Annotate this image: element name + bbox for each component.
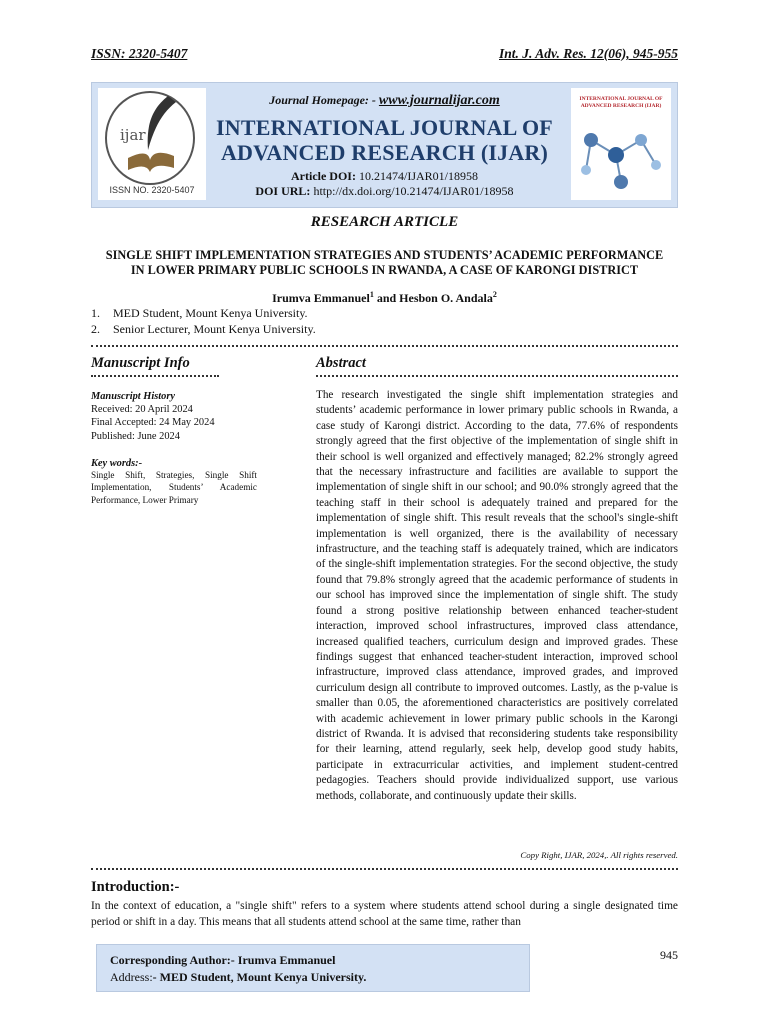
author-1-sup: 1 — [369, 290, 374, 299]
journal-title-line2: ADVANCED RESEARCH (IJAR) — [220, 140, 549, 165]
journal-title-line1: INTERNATIONAL JOURNAL OF — [216, 115, 553, 140]
homepage-link[interactable]: www.journalijar.com — [378, 93, 500, 108]
received-date: Received: 20 April 2024 — [91, 404, 193, 416]
affiliation-2: 2. Senior Lecturer, Mount Kenya University. — [91, 321, 316, 336]
journal-banner — [91, 82, 678, 208]
author-2-sup: 2 — [492, 290, 497, 299]
abstract-text: The research investigated the single shift implementation strategies and students’ academic performance in lower primary public schools in Rwanda, a case study of Karongi district. According to the data, 77.6% of respondents strongly agreed that the first objective of the implementation of single shift in their school is well organized and effectively managed; 82.2% strongly agreed that the necessary infrastructure and facilities are available to support the implementation of single shift in our school; and 90.0% strongly agreed that the teaching staff in their school is adequately trained and prepared for the implementation of single shift. This result reveals that the school's single-shift implementation is well organized, there is the availability of necessary infrastructure, and the teaching staff is adequately trained, which are indicators of the single-shift implementation strategies. For the second objective, the study found that 79.8% strongly agreed that the academic performance of students in our school has improved since the implementation of single shift. The study found a strong positive relationship between enhanced teacher-student interaction, improved school infrastructures, improved class attendance, increased qualified teachers, curriculum design and improved grades. These findings suggest that enhanced teacher-student interaction, improved school infrastructure, improved class attendance, improved grades, and improved curriculum design all contribute to improved outcomes. Lastly, as the p-value is smaller than 0.05, the aforementioned characteristics are positively correlated with academic achievement in lower primary public schools in the Karongi district of Rwanda. It is advised that reconsidering students take responsibility for their learning, attend regularly, seek help, develop good study habits, participate in extracurricular activities, and implement student-centred pedagogies. Teachers should provide individualized support, use various methods, collaborate, and continuously update their skills. — [316, 389, 678, 802]
introduction-heading: Introduction:- — [91, 879, 180, 895]
affiliations — [91, 306, 316, 337]
molecule-icon — [571, 110, 671, 200]
doi-url-link[interactable]: http://dx.doi.org/10.21474/IJAR01/18958 — [313, 184, 514, 198]
affiliation-1: 1. MED Student, Mount Kenya University. — [91, 306, 308, 320]
author-1: Irumva Emmanuel — [272, 291, 370, 305]
logo-text: ijar — [120, 126, 146, 144]
keywords: Single Shift, Strategies, Single Shift Implementation, Students’ Academic Performance, Lower Primary — [91, 470, 257, 505]
address-value: - MED Student, Mount Kenya University. — [152, 970, 367, 984]
doi-label: Article DOI: — [291, 169, 356, 183]
author-and: and Hesbon O. Andala — [376, 291, 493, 305]
keywords-heading: Key words:- — [91, 458, 143, 469]
doi-value: 10.21474/IJAR01/18958 — [358, 169, 478, 183]
manuscript-info-heading: Manuscript Info — [91, 355, 190, 371]
citation-header: Int. J. Adv. Res. 12(06), 945-955 — [499, 46, 678, 61]
divider-bottom — [91, 868, 678, 870]
page-number: 945 — [660, 948, 678, 962]
authors — [91, 290, 678, 306]
cover-title-line2: ADVANCED RESEARCH (IJAR) — [580, 103, 662, 109]
ijar-logo — [98, 88, 206, 200]
accepted-date: Final Accepted: 24 May 2024 — [91, 417, 215, 429]
divider-top — [91, 345, 678, 347]
copyright: Copy Right, IJAR, 2024,. All rights reserved. — [520, 850, 678, 860]
article-type: RESEARCH ARTICLE — [310, 214, 459, 230]
abstract-heading: Abstract — [316, 355, 366, 371]
corresponding-author: Corresponding Author:- Irumva Emmanuel — [110, 953, 336, 967]
homepage-label: Journal Homepage: - — [269, 93, 376, 107]
manuscript-divider — [91, 375, 219, 377]
journal-cover — [571, 88, 671, 200]
doi-url-label: DOI URL: — [255, 184, 311, 198]
article-title-line2: IN LOWER PRIMARY PUBLIC SCHOOLS IN RWANDA, A CASE OF KARONGI DISTRICT — [130, 263, 639, 277]
corresponding-author-box — [96, 944, 530, 992]
introduction-text: In the context of education, a "single shift" refers to a system where students attend school during a single designated time period or shift in a day. This means that all students attend school at the same time, rather than — [91, 900, 678, 928]
cover-title-line1: INTERNATIONAL JOURNAL OF — [579, 96, 663, 102]
history-heading: Manuscript History — [91, 391, 176, 402]
issn-header: ISSN: 2320-5407 — [91, 46, 188, 61]
quill-book-icon — [98, 88, 206, 200]
logo-issn: ISSN NO. 2320-5407 — [109, 185, 195, 195]
article-title-line1: SINGLE SHIFT IMPLEMENTATION STRATEGIES AND STUDENTS’ ACADEMIC PERFORMANCE — [105, 248, 664, 262]
published-date: Published: June 2024 — [91, 430, 180, 442]
abstract-divider — [316, 375, 678, 377]
address-label: Address: — [110, 970, 153, 984]
